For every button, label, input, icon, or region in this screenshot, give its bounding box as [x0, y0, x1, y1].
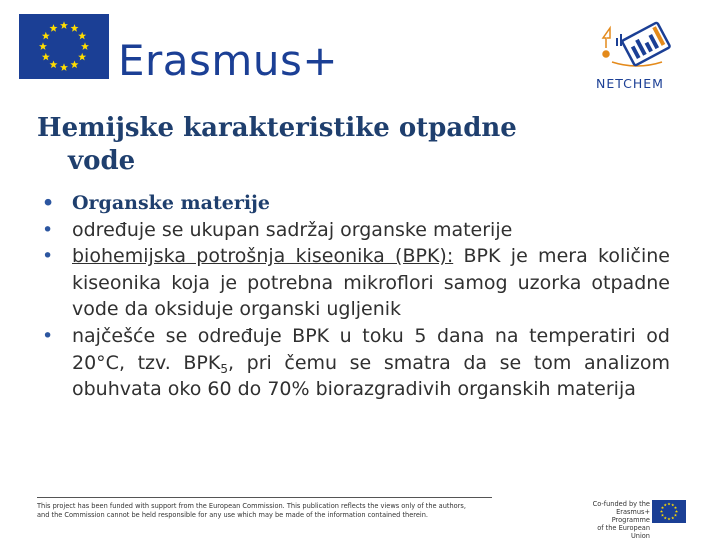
bullet-text: određuje se ukupan sadržaj organske materije — [72, 218, 513, 241]
bullet-list — [42, 190, 670, 403]
slide-title — [37, 112, 657, 178]
cofunded-line: of the European Union — [597, 524, 650, 540]
bullet-item — [42, 190, 670, 217]
netchem-logo-icon — [596, 18, 678, 72]
header — [0, 0, 720, 100]
bullet-item — [42, 243, 670, 323]
bullet-underlined-term: biohemijska potrošnja kiseonika (BPK): — [72, 245, 454, 268]
cofunded-line: Erasmus+ Programme — [611, 508, 650, 524]
bullet-item — [42, 217, 670, 244]
footer-disclaimer-line: This project has been funded with support from the European Commission. This publication reflects the views only of the authors, — [37, 502, 466, 510]
slide-title-line-1: Hemijske karakteristike otpadne — [37, 113, 517, 143]
cofunded-line: Co-funded by the — [592, 500, 650, 508]
bullet-icon: • — [42, 245, 54, 268]
eu-flag-small-icon — [652, 500, 686, 523]
cofunded-label — [590, 500, 650, 540]
bullet-text: Organske materije — [72, 192, 271, 214]
footer-disclaimer-line: and the Commission cannot be held responsible for any use which may be made of the information contained therein. — [37, 511, 429, 519]
bullet-item — [42, 323, 670, 403]
netchem-logo-text: NETCHEM — [596, 76, 664, 91]
bullet-text: , pri čemu se smatra da se tom analizom obuhvata oko 60 do 70% biorazgradivih organskih materija — [72, 351, 671, 401]
bullet-text: najčešće se određuje BPK u toku 5 dana na temperatiri od 20°C, tzv. BPK — [72, 324, 670, 374]
erasmus-plus-logo-text: Erasmus+ — [118, 36, 339, 85]
bullet-icon: • — [42, 218, 54, 241]
bullet-icon: • — [42, 324, 54, 347]
footer-disclaimer — [37, 502, 537, 520]
bullet-subscript: 5 — [220, 361, 228, 376]
slide-title-line-2: vode — [68, 146, 136, 176]
eu-flag-icon — [19, 14, 109, 79]
bullet-text: BPK je mera količine kiseonika koja je potrebna mikroflori samog uzorka otpadne vode da oksiduje organski ugljenik — [72, 245, 670, 321]
footer-divider — [37, 497, 492, 498]
bullet-icon: • — [42, 192, 55, 214]
